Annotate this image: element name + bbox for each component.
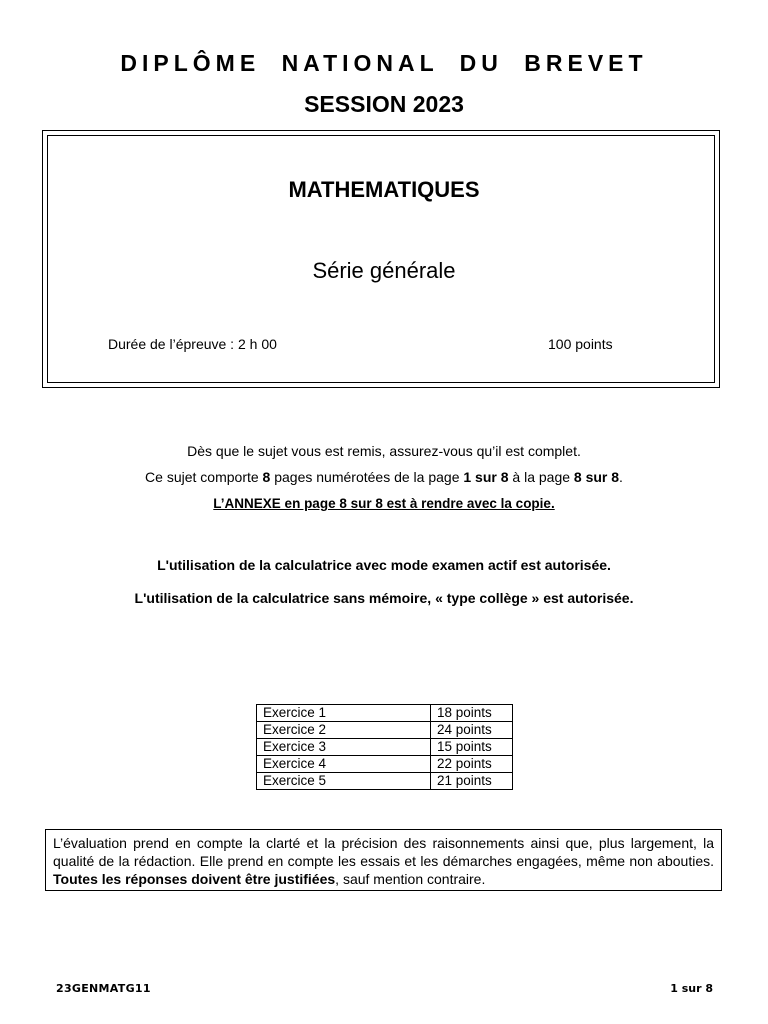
exercise-points: 22 points	[431, 756, 513, 773]
page-count-text-4: .	[619, 469, 623, 485]
completeness-notice: Dès que le sujet vous est remis, assurez-vous qu’il est complet.	[187, 443, 581, 459]
exercise-points: 21 points	[431, 773, 513, 790]
page-count-text-1: Ce sujet comporte	[145, 469, 263, 485]
exam-title: DIPLÔME NATIONAL DU BREVET	[120, 50, 648, 76]
exercise-name: Exercice 3	[257, 739, 431, 756]
duration-label: Durée de l’épreuve :	[108, 336, 235, 352]
evaluation-text: L’évaluation prend en compte la clarté et la précision des raisonnements ainsi que, plus largement, la qualité de la rédaction. Elle prend en compte les essais et les démarches engagées, même non abouties.	[53, 835, 714, 869]
serie-label: Série générale	[312, 258, 456, 283]
subject-title: MATHEMATIQUES	[288, 177, 480, 202]
session-label: SESSION 2023	[304, 91, 464, 117]
annexe-notice: L’ANNEXE en page 8 sur 8 est à rendre avec la copie.	[213, 496, 555, 511]
total-points: 100 points	[548, 336, 613, 352]
page-number: 1 sur 8	[670, 982, 713, 995]
page-count-text-2: pages numérotées de la page	[270, 469, 464, 485]
calculator-rule-1: L'utilisation de la calculatrice avec mode examen actif est autorisée.	[157, 557, 611, 573]
calculator-rule-2: L'utilisation de la calculatrice sans mémoire, « type collège » est autorisée.	[134, 590, 634, 606]
exercise-row	[257, 739, 513, 756]
exercise-row	[257, 705, 513, 722]
page-first: 1 sur 8	[463, 469, 509, 485]
page-count-number: 8	[262, 469, 271, 485]
exercise-points: 15 points	[431, 739, 513, 756]
exercises-table	[256, 704, 513, 790]
exercise-row	[257, 722, 513, 739]
exercise-name: Exercice 2	[257, 722, 431, 739]
exercise-name: Exercice 4	[257, 756, 431, 773]
subject-code: 23GENMATG11	[56, 982, 151, 995]
exercise-name: Exercice 1	[257, 705, 431, 722]
exercise-row	[257, 773, 513, 790]
duration-value: 2 h 00	[237, 336, 277, 352]
page-count-notice	[0, 469, 768, 485]
evaluation-box	[45, 829, 722, 891]
evaluation-text-end: , sauf mention contraire.	[335, 871, 486, 887]
page-last: 8 sur 8	[573, 469, 620, 485]
exercise-points: 18 points	[431, 705, 513, 722]
evaluation-bold: Toutes les réponses doivent être justifiées	[53, 871, 336, 887]
exercise-points: 24 points	[431, 722, 513, 739]
duration	[108, 336, 277, 352]
page-count-text-3: à la page	[508, 469, 574, 485]
exercise-row	[257, 756, 513, 773]
exercise-name: Exercice 5	[257, 773, 431, 790]
